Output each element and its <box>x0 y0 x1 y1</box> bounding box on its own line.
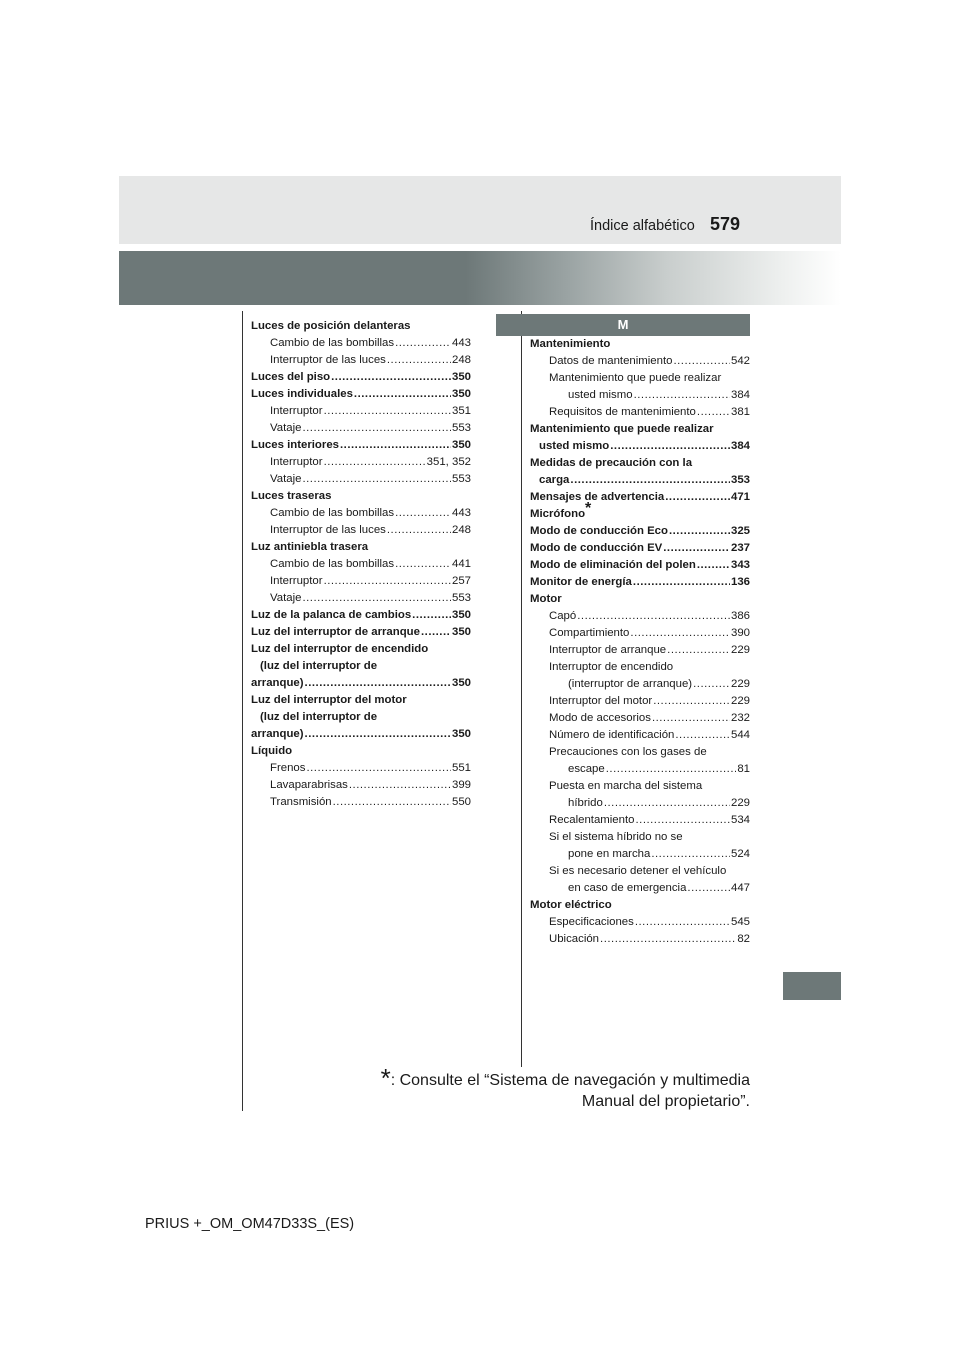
dot-leader <box>305 675 451 692</box>
entry-term: Datos de mantenimiento <box>549 355 673 367</box>
index-entry <box>530 353 750 370</box>
dot-leader <box>333 794 451 811</box>
header-gradient-bar <box>119 251 841 305</box>
index-entry <box>251 556 471 573</box>
entry-page: 441 <box>451 558 471 570</box>
dot-leader <box>600 931 736 948</box>
entry-page: 551 <box>451 762 471 774</box>
dot-leader <box>302 420 451 437</box>
entry-term: Luces interiores <box>251 439 339 451</box>
dot-leader <box>387 522 451 539</box>
index-entry <box>530 625 750 642</box>
index-entry <box>530 489 750 506</box>
index-entry <box>251 760 471 777</box>
footnote-star: * <box>380 1063 391 1093</box>
dot-leader <box>635 812 730 829</box>
index-entry: Si el sistema híbrido no se <box>549 831 683 843</box>
index-entry: Interruptor de encendido <box>549 661 674 673</box>
entry-term: Transmisión <box>270 796 332 808</box>
index-entry: Luces traseras <box>251 490 332 502</box>
entry-term: Especificaciones <box>549 916 634 928</box>
entry-page: 350 <box>451 677 471 689</box>
entry-term: Interruptor de las luces <box>270 354 386 366</box>
dot-leader <box>653 693 730 710</box>
entry-page: 353 <box>730 474 750 486</box>
entry-page: 386 <box>730 610 750 622</box>
index-entry <box>530 676 750 693</box>
dot-leader <box>693 676 730 693</box>
dot-leader <box>305 726 451 743</box>
entry-page: 443 <box>451 337 471 349</box>
entry-term: Vataje <box>270 473 302 485</box>
entry-term: Recalentamiento <box>549 814 635 826</box>
entry-term: Compartimiento <box>549 627 630 639</box>
index-entry: Luces de posición delanteras <box>251 320 411 332</box>
entry-term: usted mismo <box>568 389 633 401</box>
entry-term: Cambio de las bombillas <box>270 558 395 570</box>
dot-leader <box>665 489 730 506</box>
entry-term: Modo de eliminación del polen <box>530 559 696 571</box>
entry-term: Capó <box>549 610 577 622</box>
index-entry: Luz antiniebla trasera <box>251 541 369 553</box>
dot-leader <box>610 438 730 455</box>
dot-leader <box>331 369 451 386</box>
index-entry <box>530 812 750 829</box>
dot-leader <box>633 574 730 591</box>
dot-leader <box>687 880 730 897</box>
entry-page: 237 <box>730 542 750 554</box>
entry-page: 544 <box>730 729 750 741</box>
letter-header: M <box>496 314 750 336</box>
dot-leader <box>324 573 451 590</box>
entry-page: 384 <box>730 440 750 452</box>
entry-term: Interruptor de las luces <box>270 524 386 536</box>
entry-term: Luz del interruptor de arranque <box>251 626 420 638</box>
index-entry: Si es necesario detener el vehículo <box>549 865 727 877</box>
dot-leader <box>570 472 730 489</box>
entry-term: Cambio de las bombillas <box>270 507 395 519</box>
index-entry <box>530 761 750 778</box>
dot-leader <box>349 777 451 794</box>
index-entry: Mantenimiento que puede realizar <box>549 372 722 384</box>
index-entry: Motor <box>530 593 562 605</box>
entry-term: Micrófono <box>530 508 586 520</box>
index-entry <box>251 420 471 437</box>
index-entry <box>530 438 750 455</box>
dot-leader <box>387 352 451 369</box>
entry-page: 390 <box>730 627 750 639</box>
index-entry <box>251 352 471 369</box>
entry-page: 257 <box>451 575 471 587</box>
entry-page: 351 <box>451 405 471 417</box>
index-entry <box>530 795 750 812</box>
entry-term: Interruptor de arranque <box>549 644 667 656</box>
dot-leader <box>630 625 730 642</box>
index-entry: Mantenimiento que puede realizar <box>530 423 714 435</box>
index-entry: Mantenimiento <box>530 338 611 350</box>
footnote <box>380 1063 750 1112</box>
entry-page: 229 <box>730 695 750 707</box>
entry-term: Modo de conducción Eco <box>530 525 668 537</box>
entry-term: Luces individuales <box>251 388 353 400</box>
entry-term: Requisitos de mantenimiento <box>549 406 696 418</box>
index-entry <box>530 914 750 931</box>
entry-page: 443 <box>451 507 471 519</box>
entry-term: Número de identificación <box>549 729 675 741</box>
dot-leader <box>302 471 451 488</box>
index-entry <box>530 500 750 523</box>
dot-leader <box>306 760 451 777</box>
index-entry <box>251 675 471 692</box>
entry-page: 248 <box>451 524 471 536</box>
dot-leader <box>606 761 737 778</box>
entry-page: 384 <box>730 389 750 401</box>
dot-leader <box>577 608 730 625</box>
entry-term: en caso de emergencia <box>568 882 687 894</box>
dot-leader <box>675 727 730 744</box>
dot-leader <box>395 505 451 522</box>
index-entry <box>530 404 750 421</box>
index-column-left <box>251 318 471 811</box>
entry-page: 82 <box>737 933 750 945</box>
index-entry <box>530 693 750 710</box>
entry-page: 534 <box>730 814 750 826</box>
entry-page: 232 <box>730 712 750 724</box>
index-entry <box>530 540 750 557</box>
index-entry <box>251 522 471 539</box>
index-entry <box>251 403 471 420</box>
dot-leader <box>663 540 730 557</box>
entry-page: 471 <box>730 491 750 503</box>
footnote-line-1: *: Consulte el “Sistema de navegación y multimedia <box>380 1063 750 1093</box>
dot-leader <box>354 386 451 403</box>
entry-page: 325 <box>730 525 750 537</box>
dot-leader <box>324 454 426 471</box>
entry-page: 351, 352 <box>426 456 471 468</box>
index-entry <box>530 472 750 489</box>
entry-term: Lavaparabrisas <box>270 779 348 791</box>
index-entry <box>251 454 471 471</box>
index-entry: Puesta en marcha del sistema <box>549 780 703 792</box>
entry-page: 248 <box>451 354 471 366</box>
dot-leader <box>604 795 730 812</box>
index-entry <box>530 574 750 591</box>
index-entry <box>530 557 750 574</box>
document-id: PRIUS +_OM_OM47D33S_(ES) <box>145 1216 355 1232</box>
dot-leader <box>634 387 730 404</box>
entry-page: 343 <box>730 559 750 571</box>
entry-page: 229 <box>730 797 750 809</box>
index-entry <box>251 505 471 522</box>
entry-term: Frenos <box>270 762 306 774</box>
entry-page: 553 <box>451 592 471 604</box>
entry-term: Cambio de las bombillas <box>270 337 395 349</box>
index-entry <box>251 777 471 794</box>
entry-page: 550 <box>451 796 471 808</box>
index-entry <box>530 727 750 744</box>
entry-term: híbrido <box>568 797 603 809</box>
index-entry <box>251 607 471 624</box>
index-entry: (luz del interruptor de <box>260 660 378 672</box>
entry-term: arranque) <box>251 728 304 740</box>
entry-page: 553 <box>451 473 471 485</box>
index-entry: Luz del interruptor de encendido <box>251 643 429 655</box>
dot-leader <box>395 335 451 352</box>
entry-term: (interruptor de arranque) <box>568 678 693 690</box>
entry-page: 350 <box>451 626 471 638</box>
index-entry <box>530 523 750 540</box>
entry-term: Interruptor del motor <box>549 695 653 707</box>
entry-term: Interruptor <box>270 575 323 587</box>
entry-page: 553 <box>451 422 471 434</box>
index-entry <box>251 624 471 641</box>
entry-term: arranque) <box>251 677 304 689</box>
dot-leader <box>669 523 730 540</box>
index-entry: Líquido <box>251 745 293 757</box>
index-entry <box>530 710 750 727</box>
index-entry <box>251 335 471 352</box>
entry-page: 229 <box>730 678 750 690</box>
index-entry <box>251 573 471 590</box>
entry-page: 81 <box>737 763 750 775</box>
entry-page: 350 <box>451 388 471 400</box>
entry-page: 136 <box>730 576 750 588</box>
entry-page: 350 <box>451 371 471 383</box>
entry-term: Ubicación <box>549 933 600 945</box>
dot-leader <box>652 710 730 727</box>
footnote-marker: * <box>585 500 592 517</box>
index-column-right <box>530 336 750 948</box>
index-entry <box>251 471 471 488</box>
footnote-line-2: Manual del propietario”. <box>581 1093 750 1110</box>
index-entry <box>530 880 750 897</box>
index-entry <box>251 386 471 403</box>
entry-term: Luces del piso <box>251 371 331 383</box>
entry-term: Vataje <box>270 592 302 604</box>
column-divider-left <box>242 311 243 1111</box>
entry-term: Modo de accesorios <box>549 712 651 724</box>
dot-leader <box>697 404 730 421</box>
entry-term: carga <box>539 474 570 486</box>
index-entry <box>530 642 750 659</box>
dot-leader <box>697 557 730 574</box>
entry-page: 350 <box>451 609 471 621</box>
index-entry <box>251 794 471 811</box>
entry-page: 542 <box>730 355 750 367</box>
entry-term: Interruptor <box>270 456 323 468</box>
index-entry: (luz del interruptor de <box>260 711 378 723</box>
entry-term: Vataje <box>270 422 302 434</box>
entry-term: pone en marcha <box>568 848 651 860</box>
index-entry <box>251 437 471 454</box>
dot-leader <box>412 607 451 624</box>
dot-leader <box>673 353 730 370</box>
index-entry <box>530 608 750 625</box>
entry-page: 545 <box>730 916 750 928</box>
entry-page: 350 <box>451 728 471 740</box>
entry-page: 447 <box>730 882 750 894</box>
entry-term: usted mismo <box>539 440 610 452</box>
index-entry <box>251 726 471 743</box>
index-entry <box>530 387 750 404</box>
page-number: 579 <box>710 214 741 234</box>
index-entry: Medidas de precaución con la <box>530 457 693 469</box>
entry-term: escape <box>568 763 605 775</box>
index-entry: Motor eléctrico <box>530 899 612 911</box>
dot-leader <box>651 846 730 863</box>
entry-term: Interruptor <box>270 405 323 417</box>
dot-leader <box>421 624 451 641</box>
entry-page: 524 <box>730 848 750 860</box>
index-entry: Luz del interruptor del motor <box>251 694 407 706</box>
dot-leader <box>302 590 451 607</box>
entry-term: Luz de la palanca de cambios <box>251 609 412 621</box>
entry-page: 399 <box>451 779 471 791</box>
dot-leader <box>324 403 451 420</box>
entry-page: 350 <box>451 439 471 451</box>
entry-term: Mensajes de advertencia <box>530 491 665 503</box>
index-entry: Precauciones con los gases de <box>549 746 707 758</box>
entry-page: 381 <box>730 406 750 418</box>
index-entry <box>530 931 750 948</box>
index-entry <box>530 846 750 863</box>
dot-leader <box>635 914 730 931</box>
section-title: Índice alfabético <box>590 218 695 234</box>
index-entry <box>251 369 471 386</box>
entry-page: 229 <box>730 644 750 656</box>
index-entry <box>251 590 471 607</box>
entry-term: Monitor de energía <box>530 576 632 588</box>
chapter-side-tab <box>783 972 841 1000</box>
dot-leader <box>667 642 730 659</box>
entry-term: Modo de conducción EV <box>530 542 663 554</box>
dot-leader <box>395 556 451 573</box>
dot-leader <box>340 437 451 454</box>
column-divider-middle <box>521 311 522 1067</box>
